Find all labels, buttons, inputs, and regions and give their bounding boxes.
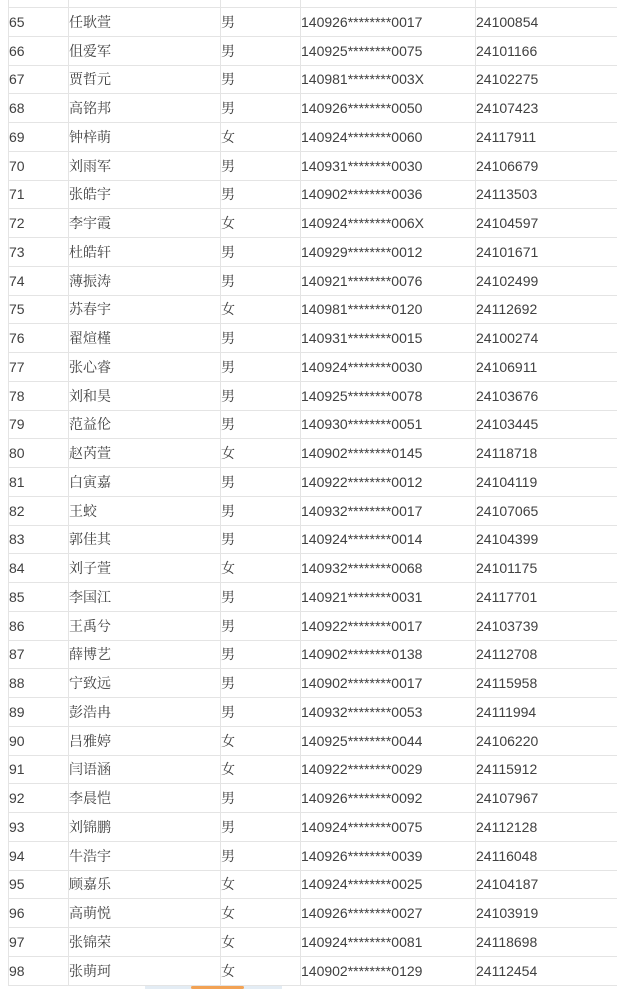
cell-gender: 男 xyxy=(220,382,300,411)
cell-id-number: 140926********0017 xyxy=(300,8,475,37)
cell-gender: 女 xyxy=(220,928,300,957)
cell-gender: 男 xyxy=(220,497,300,526)
roster-table-body xyxy=(8,0,617,986)
table-row xyxy=(8,813,617,842)
cell-code: 24115912 xyxy=(475,756,617,785)
table-row xyxy=(8,957,617,986)
cell-id-number: 140902********0036 xyxy=(300,181,475,210)
cell-student-name: 薛博艺 xyxy=(68,641,220,670)
cell-row-number: 95 xyxy=(8,871,68,900)
cell-gender: 女 xyxy=(220,957,300,986)
cell-gender: 女 xyxy=(220,439,300,468)
cell-gender: 女 xyxy=(220,296,300,325)
cell-id-number: 140924********0075 xyxy=(300,813,475,842)
cell-code: 24112128 xyxy=(475,813,617,842)
cell-student-name: 张皓宇 xyxy=(68,181,220,210)
cell-student-name: 李宇霞 xyxy=(68,209,220,238)
cell-id-number: 140932********0017 xyxy=(300,497,475,526)
cell-row-number: 87 xyxy=(8,641,68,670)
cell-row-number: 75 xyxy=(8,296,68,325)
cell-code: 24103739 xyxy=(475,612,617,641)
cell-row-number: 93 xyxy=(8,813,68,842)
cell-student-name: 牛浩宇 xyxy=(68,842,220,871)
cell-gender: 女 xyxy=(220,871,300,900)
table-row xyxy=(8,554,617,583)
cell-row-number: 78 xyxy=(8,382,68,411)
cell-gender: 男 xyxy=(220,94,300,123)
cell-id-number: 140929********0012 xyxy=(300,238,475,267)
cell-gender: 女 xyxy=(220,727,300,756)
cell-id-number: 140902********0145 xyxy=(300,439,475,468)
cell-row-number: 98 xyxy=(8,957,68,986)
cell-row-number: 69 xyxy=(8,123,68,152)
student-roster-table xyxy=(8,0,617,986)
cell-code: 24112692 xyxy=(475,296,617,325)
cell-id-number: 140924********0030 xyxy=(300,353,475,382)
table-row xyxy=(8,411,617,440)
cell-student-name: 张萌珂 xyxy=(68,957,220,986)
cell-student-name: 刘和昊 xyxy=(68,382,220,411)
cell-code: 24107423 xyxy=(475,94,617,123)
cell-id-number: 140924********006X xyxy=(300,209,475,238)
cell-id-number: 140981********003X xyxy=(300,66,475,95)
cell-student-name: 刘子萱 xyxy=(68,554,220,583)
cell-code: 24100854 xyxy=(475,8,617,37)
cell-id-number: 140926********0050 xyxy=(300,94,475,123)
cell-gender: 男 xyxy=(220,784,300,813)
table-row xyxy=(8,784,617,813)
cell-row-number: 72 xyxy=(8,209,68,238)
cell-student-name: 杜皓轩 xyxy=(68,238,220,267)
cell-student-name: 李晨恺 xyxy=(68,784,220,813)
cell-row-number: 71 xyxy=(8,181,68,210)
cell-id-number xyxy=(300,0,475,8)
cell-row-number: 66 xyxy=(8,37,68,66)
cell-gender: 男 xyxy=(220,238,300,267)
cell-student-name: 高铭邦 xyxy=(68,94,220,123)
cell-gender: 男 xyxy=(220,8,300,37)
cell-student-name xyxy=(68,0,220,8)
cell-row-number: 77 xyxy=(8,353,68,382)
cell-gender: 男 xyxy=(220,842,300,871)
cell-code: 24103919 xyxy=(475,899,617,928)
cell-row-number: 82 xyxy=(8,497,68,526)
cell-gender: 男 xyxy=(220,181,300,210)
table-row xyxy=(8,181,617,210)
cell-code: 24106679 xyxy=(475,152,617,181)
table-row xyxy=(8,296,617,325)
cell-code: 24118718 xyxy=(475,439,617,468)
cell-student-name: 闫语涵 xyxy=(68,756,220,785)
table-row xyxy=(8,267,617,296)
cell-gender: 女 xyxy=(220,756,300,785)
cell-gender: 男 xyxy=(220,66,300,95)
cell-code: 24103445 xyxy=(475,411,617,440)
cell-code: 24101166 xyxy=(475,37,617,66)
cell-row-number: 76 xyxy=(8,324,68,353)
cell-gender: 男 xyxy=(220,353,300,382)
table-row xyxy=(8,37,617,66)
cell-student-name: 郭佳其 xyxy=(68,526,220,555)
table-row xyxy=(8,353,617,382)
cell-student-name: 刘雨军 xyxy=(68,152,220,181)
cell-student-name: 赵芮萱 xyxy=(68,439,220,468)
cell-student-name: 吕雅婷 xyxy=(68,727,220,756)
cell-code: 24112454 xyxy=(475,957,617,986)
table-row xyxy=(8,526,617,555)
cell-gender: 女 xyxy=(220,123,300,152)
cell-code: 24100274 xyxy=(475,324,617,353)
cell-gender: 男 xyxy=(220,641,300,670)
table-row xyxy=(8,641,617,670)
cell-student-name: 翟煊槿 xyxy=(68,324,220,353)
cell-gender xyxy=(220,0,300,8)
cell-id-number: 140931********0015 xyxy=(300,324,475,353)
cell-row-number: 88 xyxy=(8,669,68,698)
cell-code: 24106911 xyxy=(475,353,617,382)
table-row xyxy=(8,842,617,871)
cell-row-number: 68 xyxy=(8,94,68,123)
cell-row-number: 81 xyxy=(8,468,68,497)
cell-row-number: 70 xyxy=(8,152,68,181)
cell-student-name: 彭浩冉 xyxy=(68,698,220,727)
cell-row-number: 73 xyxy=(8,238,68,267)
table-row xyxy=(8,871,617,900)
cell-gender: 男 xyxy=(220,468,300,497)
cell-code: 24104187 xyxy=(475,871,617,900)
cell-code xyxy=(475,0,617,8)
cell-id-number: 140902********0129 xyxy=(300,957,475,986)
cell-student-name: 高萌悦 xyxy=(68,899,220,928)
cell-id-number: 140932********0068 xyxy=(300,554,475,583)
cell-id-number: 140926********0092 xyxy=(300,784,475,813)
cell-code: 24116048 xyxy=(475,842,617,871)
cell-row-number: 65 xyxy=(8,8,68,37)
cell-code: 24104399 xyxy=(475,526,617,555)
cell-student-name: 薄振涛 xyxy=(68,267,220,296)
cell-student-name: 张锦荣 xyxy=(68,928,220,957)
cell-id-number: 140902********0017 xyxy=(300,669,475,698)
cell-id-number: 140925********0075 xyxy=(300,37,475,66)
cell-id-number: 140924********0060 xyxy=(300,123,475,152)
cell-code: 24117911 xyxy=(475,123,617,152)
table-row xyxy=(8,8,617,37)
table-row xyxy=(8,66,617,95)
cell-gender: 男 xyxy=(220,324,300,353)
table-row xyxy=(8,94,617,123)
cell-row-number: 91 xyxy=(8,756,68,785)
cell-gender: 男 xyxy=(220,411,300,440)
cell-row-number: 90 xyxy=(8,727,68,756)
cell-id-number: 140930********0051 xyxy=(300,411,475,440)
cell-gender: 女 xyxy=(220,209,300,238)
cell-id-number: 140925********0044 xyxy=(300,727,475,756)
cell-student-name: 刘锦鹏 xyxy=(68,813,220,842)
cell-row-number: 85 xyxy=(8,583,68,612)
cell-row-number: 96 xyxy=(8,899,68,928)
table-row xyxy=(8,209,617,238)
cell-student-name: 任耿萱 xyxy=(68,8,220,37)
cell-id-number: 140926********0039 xyxy=(300,842,475,871)
table-row xyxy=(8,238,617,267)
cell-row-number: 92 xyxy=(8,784,68,813)
cell-row-number: 89 xyxy=(8,698,68,727)
cell-code: 24104119 xyxy=(475,468,617,497)
cell-id-number: 140924********0025 xyxy=(300,871,475,900)
cell-gender: 女 xyxy=(220,554,300,583)
table-row xyxy=(8,123,617,152)
cell-code: 24117701 xyxy=(475,583,617,612)
cell-id-number: 140932********0053 xyxy=(300,698,475,727)
cell-row-number: 67 xyxy=(8,66,68,95)
cell-gender: 男 xyxy=(220,669,300,698)
cell-gender: 女 xyxy=(220,899,300,928)
cell-row-number: 84 xyxy=(8,554,68,583)
table-row xyxy=(8,612,617,641)
table-row xyxy=(8,152,617,181)
cell-student-name: 伹爱军 xyxy=(68,37,220,66)
cell-row-number: 83 xyxy=(8,526,68,555)
cell-code: 24102275 xyxy=(475,66,617,95)
cell-student-name: 王禹兮 xyxy=(68,612,220,641)
cell-row-number: 74 xyxy=(8,267,68,296)
cell-row-number: 86 xyxy=(8,612,68,641)
table-row xyxy=(8,669,617,698)
cell-id-number: 140902********0138 xyxy=(300,641,475,670)
table-row xyxy=(8,727,617,756)
table-row xyxy=(8,497,617,526)
cell-code: 24111994 xyxy=(475,698,617,727)
cell-id-number: 140922********0029 xyxy=(300,756,475,785)
cell-student-name: 贾哲元 xyxy=(68,66,220,95)
cell-row-number: 79 xyxy=(8,411,68,440)
cell-id-number: 140981********0120 xyxy=(300,296,475,325)
cell-student-name: 张心睿 xyxy=(68,353,220,382)
cell-id-number: 140921********0031 xyxy=(300,583,475,612)
table-row xyxy=(8,382,617,411)
cell-id-number: 140921********0076 xyxy=(300,267,475,296)
cell-gender: 男 xyxy=(220,37,300,66)
cell-code: 24104597 xyxy=(475,209,617,238)
table-row xyxy=(8,899,617,928)
cell-student-name: 顾嘉乐 xyxy=(68,871,220,900)
cell-student-name: 苏春宇 xyxy=(68,296,220,325)
cell-gender: 男 xyxy=(220,583,300,612)
cell-gender: 男 xyxy=(220,813,300,842)
cell-code: 24115958 xyxy=(475,669,617,698)
cell-row-number: 97 xyxy=(8,928,68,957)
cell-row-number xyxy=(8,0,68,8)
table-row xyxy=(8,928,617,957)
cell-student-name: 白寅嘉 xyxy=(68,468,220,497)
cell-id-number: 140931********0030 xyxy=(300,152,475,181)
table-row xyxy=(8,698,617,727)
cell-code: 24106220 xyxy=(475,727,617,756)
cell-gender: 男 xyxy=(220,612,300,641)
cell-code: 24103676 xyxy=(475,382,617,411)
cell-code: 24101671 xyxy=(475,238,617,267)
cell-code: 24107065 xyxy=(475,497,617,526)
cell-id-number: 140926********0027 xyxy=(300,899,475,928)
table-row xyxy=(8,439,617,468)
cell-code: 24107967 xyxy=(475,784,617,813)
cell-row-number: 80 xyxy=(8,439,68,468)
cell-code: 24118698 xyxy=(475,928,617,957)
cell-id-number: 140924********0014 xyxy=(300,526,475,555)
cell-gender: 男 xyxy=(220,152,300,181)
cell-student-name: 钟梓萌 xyxy=(68,123,220,152)
partial-row-top xyxy=(8,0,617,8)
cell-student-name: 范益伦 xyxy=(68,411,220,440)
cell-id-number: 140925********0078 xyxy=(300,382,475,411)
cell-student-name: 王蛟 xyxy=(68,497,220,526)
cell-id-number: 140922********0012 xyxy=(300,468,475,497)
cell-id-number: 140924********0081 xyxy=(300,928,475,957)
cell-code: 24101175 xyxy=(475,554,617,583)
cell-student-name: 李国江 xyxy=(68,583,220,612)
cell-code: 24113503 xyxy=(475,181,617,210)
cell-row-number: 94 xyxy=(8,842,68,871)
table-row xyxy=(8,324,617,353)
table-row xyxy=(8,468,617,497)
cell-code: 24112708 xyxy=(475,641,617,670)
cell-id-number: 140922********0017 xyxy=(300,612,475,641)
table-row xyxy=(8,756,617,785)
cell-code: 24102499 xyxy=(475,267,617,296)
cell-gender: 男 xyxy=(220,698,300,727)
cell-gender: 男 xyxy=(220,526,300,555)
cell-gender: 男 xyxy=(220,267,300,296)
cell-student-name: 宁致远 xyxy=(68,669,220,698)
table-row xyxy=(8,583,617,612)
